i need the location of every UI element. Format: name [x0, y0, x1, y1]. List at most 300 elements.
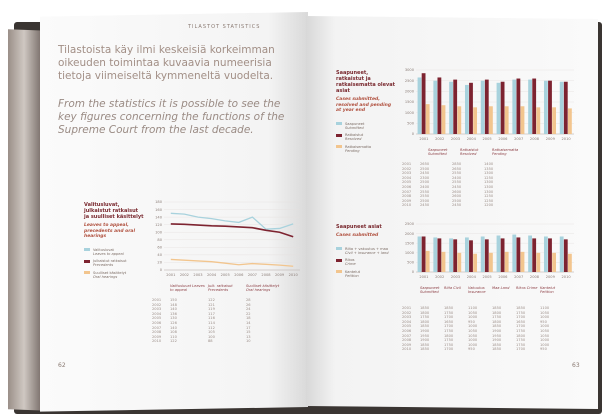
table-cell: 1700 — [516, 315, 526, 320]
table-cell: 1300 — [484, 171, 494, 176]
x-tick-label: 2010 — [561, 275, 571, 279]
table-cell: 1850 — [420, 347, 430, 352]
chart1-legend — [84, 248, 144, 280]
table-year-cell: 2006 — [152, 320, 162, 325]
table-cell: 117 — [208, 311, 215, 316]
chart3-table-headers — [420, 286, 570, 295]
table-column-header: Valitusluvat Leaves to appeal — [170, 284, 205, 293]
bar — [489, 253, 493, 272]
bar — [548, 81, 552, 134]
table-cell: 1950 — [492, 333, 502, 338]
y-tick-label: 140 — [155, 215, 162, 220]
legend-label-en: Petition — [345, 273, 359, 278]
bar — [568, 254, 572, 272]
table-column-header: Ratkaistut Resolved — [460, 148, 479, 157]
x-tick-label: 2007 — [514, 275, 524, 279]
bar — [512, 80, 516, 134]
chart3-subtitle: Cases submitted — [336, 233, 379, 238]
bar — [442, 252, 446, 272]
bar — [469, 240, 473, 272]
bar — [481, 236, 485, 272]
table-cell: 1300 — [484, 189, 494, 194]
table-cell: 1950 — [420, 333, 430, 338]
table-cell: 1100 — [540, 306, 550, 310]
series-line — [171, 259, 293, 266]
table-cell: 950 — [540, 347, 547, 352]
table-cell: 2450 — [452, 184, 462, 189]
chart2-table-headers — [428, 148, 568, 157]
table-year-cell: 2003 — [152, 307, 162, 312]
table-cell: 112 — [208, 325, 215, 330]
table-year-cell: 2004 — [402, 175, 412, 180]
table-cell: 2400 — [420, 184, 430, 189]
legend-label — [345, 133, 363, 142]
table-cell: 1900 — [492, 338, 502, 343]
legend-label-fi: Julkaistut ratkaisut — [93, 259, 127, 264]
table-cell: 1350 — [484, 166, 494, 171]
bar — [544, 81, 548, 134]
y-tick-label: 2000 — [404, 231, 414, 236]
table-cell: 950 — [468, 347, 475, 352]
bar — [465, 85, 469, 134]
legend-swatch — [84, 248, 90, 251]
table-year-cell: 2006 — [402, 328, 412, 333]
x-tick-label: 2006 — [498, 137, 508, 141]
legend-label-en: Civil + insurance + land — [345, 250, 389, 255]
bar — [521, 106, 525, 134]
x-tick-label: 2010 — [561, 137, 571, 141]
table-column-header: Vakuutus Insurance — [468, 286, 486, 295]
table-cell: 1850 — [420, 342, 430, 347]
legend-label-en: Resolved — [345, 137, 362, 142]
y-tick-label: 180 — [155, 200, 162, 205]
legend-swatch — [336, 134, 342, 137]
y-tick-label: 1500 — [404, 241, 414, 246]
table-cell: 1750 — [420, 315, 430, 320]
y-tick-label: 0 — [411, 270, 414, 275]
table-year-cell: 2009 — [152, 334, 162, 339]
chart1-table-headers — [170, 284, 290, 293]
table-cell: 1800 — [420, 319, 430, 324]
table-cell: 1250 — [484, 198, 494, 203]
legend-item — [336, 258, 396, 267]
bar — [426, 251, 430, 272]
legend-item — [84, 259, 144, 268]
legend-item — [84, 248, 144, 257]
legend-swatch — [336, 270, 342, 273]
bar — [532, 238, 536, 272]
bar — [501, 82, 505, 134]
table-cell: 1850 — [516, 306, 526, 310]
x-tick-label: 2006 — [498, 275, 508, 279]
x-tick-label: 2005 — [482, 137, 492, 141]
table-cell: 2550 — [420, 194, 430, 199]
y-tick-label: 60 — [157, 245, 162, 250]
table-cell: 1050 — [540, 333, 550, 338]
table-year-cell: 2001 — [402, 162, 412, 166]
intro-finnish: Tilastoista käy ilmi keskeisiä korkeimman oikeuden toimintaa kuvaavia numeerisia tietoja viimeiseltä kymmeneltä vuodelta. — [58, 44, 275, 82]
x-tick-label: 2001 — [419, 275, 429, 279]
chart1-table — [152, 298, 284, 344]
table-cell: 1900 — [492, 328, 502, 333]
table-year-cell: 2002 — [402, 310, 412, 315]
table-cell: 1900 — [420, 338, 430, 343]
table-cell: 2500 — [420, 166, 430, 171]
bar — [437, 77, 441, 134]
x-tick-label: 2002 — [435, 137, 445, 141]
table-column-header: Julk. ratkaisut Precedents — [208, 284, 233, 293]
table-year-cell: 2004 — [402, 319, 412, 324]
table-cell: 1000 — [468, 338, 478, 343]
x-tick-label: 2005 — [220, 273, 230, 277]
table-cell: 1000 — [540, 324, 550, 329]
x-tick-label: 2002 — [179, 273, 189, 277]
y-tick-label: 0 — [159, 268, 162, 273]
page-number-right: 63 — [572, 362, 580, 369]
table-row — [402, 347, 564, 352]
table-cell: 1900 — [420, 328, 430, 333]
legend-swatch — [84, 271, 90, 274]
legend-item — [84, 271, 144, 280]
legend-label — [93, 248, 124, 257]
legend-label-en: Precedents — [93, 263, 114, 268]
table-cell: 18 — [246, 316, 251, 321]
x-tick-label: 2003 — [450, 137, 461, 141]
table-cell: 2550 — [420, 189, 430, 194]
bar — [552, 107, 556, 134]
bar — [469, 83, 473, 134]
chart2-legend — [336, 122, 396, 154]
table-year-cell: 2006 — [402, 184, 412, 189]
x-tick-label: 2006 — [234, 273, 244, 277]
table-cell: 1750 — [444, 338, 454, 343]
bar — [536, 253, 540, 272]
chart2-bar-chart — [398, 66, 580, 146]
table-cell: 1750 — [516, 342, 526, 347]
legend-item — [336, 122, 396, 131]
bar — [528, 80, 532, 134]
table-cell: 1400 — [484, 162, 494, 166]
table-cell: 1750 — [444, 310, 454, 315]
chart2-table — [402, 162, 516, 208]
table-cell: 1650 — [516, 319, 526, 324]
table-cell: 1050 — [468, 328, 478, 333]
table-year-cell: 2003 — [402, 171, 412, 176]
bar — [473, 254, 477, 272]
bar — [497, 236, 501, 272]
table-cell: 140 — [170, 307, 177, 312]
table-year-cell: 2002 — [402, 166, 412, 171]
table-cell: 1750 — [516, 310, 526, 315]
table-cell: 2550 — [452, 180, 462, 185]
legend-item — [336, 133, 396, 142]
table-cell: 1200 — [484, 203, 494, 208]
legend-swatch — [336, 122, 342, 125]
legend-label-en: Crime — [345, 262, 356, 267]
table-year-cell: 2010 — [402, 347, 412, 352]
legend-label-fi: Ratkaisematta — [345, 144, 372, 149]
bar — [422, 73, 426, 134]
intro-english: From the statistics it is possible to see the key figures concerning the functions of the Supreme Court from the last decade. — [58, 98, 285, 136]
chart3-legend — [336, 247, 396, 279]
table-cell: 119 — [208, 307, 215, 312]
table-year-cell: 2002 — [152, 302, 162, 307]
table-cell: 110 — [170, 334, 177, 339]
bar — [437, 238, 441, 272]
table-cell: 1250 — [484, 194, 494, 199]
table-cell: 1700 — [444, 315, 454, 320]
table-cell: 148 — [170, 302, 177, 307]
legend-label — [345, 122, 364, 131]
legend-label-fi: Kantelut — [345, 269, 361, 274]
running-header: TILASTOT STATISTICS — [188, 24, 261, 30]
table-cell: 114 — [208, 320, 215, 325]
bar — [453, 80, 457, 134]
bar — [521, 252, 525, 272]
table-cell: 122 — [208, 298, 215, 302]
table-cell: 1000 — [468, 342, 478, 347]
legend-swatch — [84, 260, 90, 263]
table-cell: 1650 — [444, 319, 454, 324]
y-tick-label: 1000 — [404, 251, 414, 255]
table-cell: 28 — [246, 298, 251, 302]
bar — [453, 239, 457, 272]
table-cell: 1800 — [492, 319, 502, 324]
table-column-header: Kantelut Petition — [540, 286, 556, 295]
legend-label-fi: Riita + vakuutus + maa — [345, 246, 389, 251]
table-cell: 108 — [170, 330, 177, 335]
chart2-labels — [336, 70, 396, 153]
table-cell: 100 — [208, 334, 215, 339]
legend-label — [93, 259, 127, 268]
legend-label — [345, 258, 356, 267]
table-column-header: Ratkaisematta Pending — [492, 148, 519, 157]
legend-label — [345, 145, 371, 154]
bar — [485, 80, 489, 134]
table-cell: 2650 — [452, 166, 462, 171]
chart1-title: Valitusluvat, julkaistut ratkaisut ja suulliset käsittelyt — [84, 202, 144, 220]
y-tick-label: 1000 — [404, 110, 414, 115]
table-cell: 122 — [170, 339, 177, 344]
table-column-header: Riita Civil — [444, 286, 461, 290]
table-year-cell: 2005 — [402, 180, 412, 185]
table-year-cell: 2004 — [152, 311, 162, 316]
legend-label-fi: Ratkaistut — [345, 133, 364, 138]
chart2-title: Saapuneet, ratkaistut ja ratkaisematta olevat asiat — [336, 70, 396, 94]
table-cell: 17 — [246, 325, 251, 330]
table-cell: 1000 — [540, 342, 550, 347]
chart3-bar-chart — [398, 220, 580, 284]
legend-label — [345, 270, 360, 279]
y-tick-label: 500 — [407, 121, 414, 126]
x-tick-label: 2009 — [545, 137, 555, 141]
y-tick-label: 100 — [155, 230, 162, 235]
page-number-left: 62 — [58, 362, 66, 369]
x-tick-label: 2009 — [275, 273, 285, 277]
bar — [442, 105, 446, 134]
chart1-labels — [84, 202, 144, 279]
table-year-cell: 2008 — [402, 194, 412, 199]
table-column-header: Rikos Crime — [516, 286, 538, 290]
x-tick-label: 2008 — [529, 275, 540, 279]
table-cell: 1050 — [468, 333, 478, 338]
bar — [449, 82, 453, 134]
bar — [418, 236, 422, 272]
y-tick-label: 2500 — [404, 78, 414, 83]
bar — [449, 238, 453, 272]
table-cell: 150 — [170, 298, 177, 302]
table-cell: 2500 — [420, 180, 430, 185]
table-cell: 1300 — [484, 180, 494, 185]
chart2-subtitle: Cases submitted, resolved and pending at year end — [336, 97, 392, 113]
table-cell: 2400 — [452, 175, 462, 180]
legend-item — [336, 145, 396, 154]
bar — [457, 253, 461, 272]
table-cell: 1000 — [468, 315, 478, 320]
table-cell: 950 — [540, 319, 547, 324]
table-year-cell: 2007 — [402, 333, 412, 338]
table-cell: 2500 — [420, 198, 430, 203]
table-year-cell: 2007 — [152, 325, 162, 330]
table-row — [402, 203, 516, 208]
table-cell: 1750 — [492, 315, 502, 320]
table-cell: 1250 — [484, 175, 494, 180]
bar — [465, 237, 469, 272]
table-year-cell: 2001 — [402, 306, 412, 310]
table-cell: 14 — [246, 320, 251, 325]
table-cell: 15 — [246, 330, 251, 335]
table-cell: 1800 — [492, 310, 502, 315]
bar — [497, 83, 501, 134]
table-cell: 10 — [246, 339, 251, 344]
x-tick-label: 2007 — [514, 137, 524, 141]
table-cell: 1700 — [516, 324, 526, 329]
bar — [501, 238, 505, 272]
x-tick-label: 2004 — [207, 273, 217, 277]
table-cell: 1750 — [444, 342, 454, 347]
bar — [532, 79, 536, 134]
table-row — [152, 339, 284, 344]
table-cell: 1850 — [420, 324, 430, 329]
table-cell: 1000 — [540, 338, 550, 343]
bar — [512, 235, 516, 272]
table-cell: 22 — [246, 311, 251, 316]
x-tick-label: 2005 — [482, 275, 492, 279]
table-cell: 136 — [170, 311, 177, 316]
table-cell: 105 — [208, 330, 215, 335]
bar — [564, 239, 568, 272]
table-cell: 1800 — [516, 333, 526, 338]
y-tick-label: 1500 — [404, 100, 414, 105]
table-cell: 1700 — [444, 324, 454, 329]
chart1-line-chart — [148, 198, 306, 282]
bar — [426, 104, 430, 134]
legend-label-fi: Rikos — [345, 258, 355, 263]
table-cell: 1850 — [492, 306, 502, 310]
y-tick-label: 120 — [155, 222, 162, 227]
legend-item — [336, 270, 396, 279]
table-cell: 2600 — [452, 189, 462, 194]
bar — [473, 107, 477, 134]
bar — [516, 237, 520, 272]
chart3-table — [402, 306, 564, 352]
bar — [516, 79, 520, 134]
table-cell: 1100 — [468, 306, 478, 310]
table-year-cell: 2009 — [402, 198, 412, 203]
y-tick-label: 0 — [411, 132, 414, 137]
table-cell: 2450 — [420, 171, 430, 176]
y-tick-label: 3000 — [404, 68, 414, 73]
bar — [457, 106, 461, 134]
table-year-cell: 2003 — [402, 315, 412, 320]
table-cell: 1050 — [540, 310, 550, 315]
table-cell: 1300 — [484, 184, 494, 189]
x-tick-label: 2008 — [529, 137, 540, 141]
legend-swatch — [336, 259, 342, 262]
table-cell: 26 — [246, 302, 251, 307]
bar — [418, 77, 422, 134]
x-tick-label: 2001 — [419, 137, 429, 141]
bar — [485, 239, 489, 272]
x-tick-label: 2003 — [193, 273, 203, 277]
y-tick-label: 20 — [157, 260, 162, 265]
table-cell: 130 — [170, 316, 177, 321]
table-cell: 2850 — [452, 162, 462, 166]
bar — [564, 82, 568, 134]
chart1-subtitle: Leaves to appeal, precedents and oral hearings — [84, 223, 136, 239]
x-tick-label: 2004 — [466, 275, 476, 279]
bar — [528, 236, 532, 272]
bar — [568, 108, 572, 134]
table-cell: 13 — [246, 334, 251, 339]
x-tick-label: 2004 — [466, 137, 476, 141]
table-cell: 1750 — [516, 338, 526, 343]
table-cell: 2500 — [452, 198, 462, 203]
legend-label-fi: Valitusluvat — [93, 247, 114, 252]
y-tick-label: 2000 — [404, 89, 414, 94]
table-cell: 116 — [208, 316, 215, 321]
x-tick-label: 2002 — [435, 275, 445, 279]
y-tick-label: 500 — [407, 260, 414, 265]
chart3-labels — [336, 224, 396, 278]
bar — [422, 236, 426, 272]
table-cell: 1750 — [444, 328, 454, 333]
legend-label — [93, 271, 126, 280]
bar — [505, 106, 509, 134]
bar — [560, 82, 564, 134]
bar — [548, 238, 552, 272]
table-year-cell: 2010 — [152, 339, 162, 344]
legend-label-en: Leaves to appeal — [93, 251, 124, 256]
x-tick-label: 2001 — [166, 273, 176, 277]
table-cell: 1800 — [420, 310, 430, 315]
legend-label-en: Oral hearings — [93, 274, 118, 279]
table-cell: 121 — [208, 302, 215, 307]
table-cell: 1850 — [420, 306, 430, 310]
table-cell: 1850 — [492, 324, 502, 329]
bar — [552, 253, 556, 272]
x-tick-label: 2010 — [288, 273, 298, 277]
table-cell: 1050 — [540, 328, 550, 333]
table-cell: 1800 — [444, 333, 454, 338]
table-cell: 1850 — [444, 306, 454, 310]
y-tick-label: 2500 — [404, 222, 414, 227]
legend-item — [336, 247, 396, 256]
legend-label-fi: Saapuneet — [345, 121, 365, 126]
table-cell: 1700 — [516, 347, 526, 352]
legend-swatch — [336, 145, 342, 148]
bar — [481, 81, 485, 134]
